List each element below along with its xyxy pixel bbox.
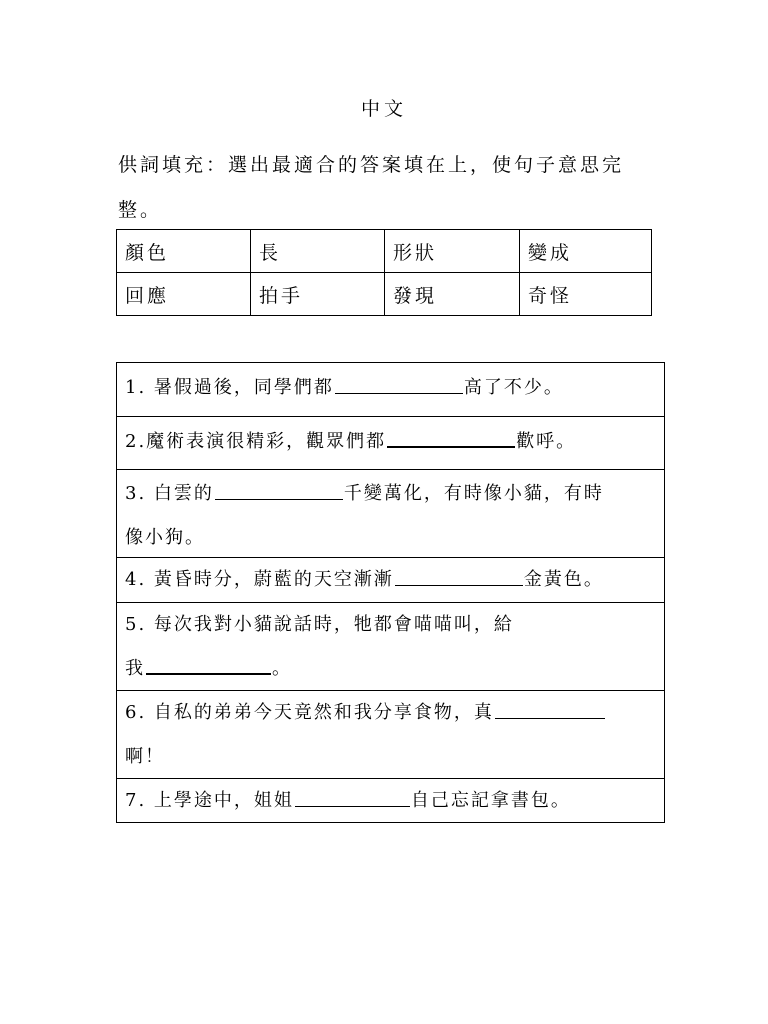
question-2-text: 2.魔術表演很精彩，觀眾們都 xyxy=(125,431,387,452)
question-3-blank[interactable] xyxy=(215,477,343,500)
question-5-line-1: 5. 每次我對小貓說話時，牠都會喵喵叫，給 xyxy=(125,614,514,635)
word-bank-cell: 長 xyxy=(251,230,385,273)
word-bank-cell: 變成 xyxy=(520,230,652,273)
word-bank-cell: 形狀 xyxy=(385,230,520,273)
question-3-text: 3. 白雲的 xyxy=(125,483,214,504)
word-bank-cell: 回應 xyxy=(117,273,251,316)
question-3-line-2: 像小狗。 xyxy=(125,527,205,548)
word-bank-row xyxy=(117,273,652,316)
word-bank-cell: 顏色 xyxy=(117,230,251,273)
instruction-line-1: 供詞填充：選出最適合的答案填在上，使句子意思完 xyxy=(118,154,625,176)
question-5-blank[interactable] xyxy=(146,651,271,675)
question-6-line-2: 啊！ xyxy=(125,746,165,767)
question-1-blank[interactable] xyxy=(335,371,463,394)
question-5-text-end: 。 xyxy=(272,658,292,679)
question-3 xyxy=(117,469,664,557)
question-2-text-end: 歡呼。 xyxy=(516,431,577,452)
question-7 xyxy=(117,778,664,822)
question-4-blank[interactable] xyxy=(395,563,523,586)
word-bank-cell: 發現 xyxy=(385,273,520,316)
question-2-blank[interactable] xyxy=(387,424,515,448)
page-title: 中文 xyxy=(360,98,407,120)
questions-table xyxy=(116,362,665,823)
question-4-text-end: 金黃色。 xyxy=(523,569,604,590)
word-bank-cell: 奇怪 xyxy=(520,273,652,316)
word-bank-table xyxy=(116,229,652,316)
word-bank-row xyxy=(117,230,652,273)
question-5 xyxy=(117,602,664,690)
question-1 xyxy=(117,363,664,416)
question-7-text-end: 自己忘記拿書包。 xyxy=(410,790,571,811)
question-7-text: 7. 上學途中，姐姐 xyxy=(125,790,294,811)
question-6-text: 6. 自私的弟弟今天竟然和我分享食物，真 xyxy=(125,702,494,723)
word-bank-cell: 拍手 xyxy=(251,273,385,316)
question-4 xyxy=(117,557,664,602)
question-7-blank[interactable] xyxy=(295,784,410,807)
question-3-text-end: 千變萬化，有時像小貓，有時 xyxy=(343,483,604,504)
question-5-text: 我 xyxy=(125,658,145,679)
question-6-blank[interactable] xyxy=(495,696,605,719)
question-6 xyxy=(117,690,664,778)
question-1-text-end: 高了不少。 xyxy=(463,377,564,398)
question-2 xyxy=(117,416,664,469)
instruction-line-2: 整。 xyxy=(118,199,163,221)
question-4-text: 4. 黃昏時分，蔚藍的天空漸漸 xyxy=(125,569,394,590)
question-1-text: 1. 暑假過後，同學們都 xyxy=(125,377,334,398)
